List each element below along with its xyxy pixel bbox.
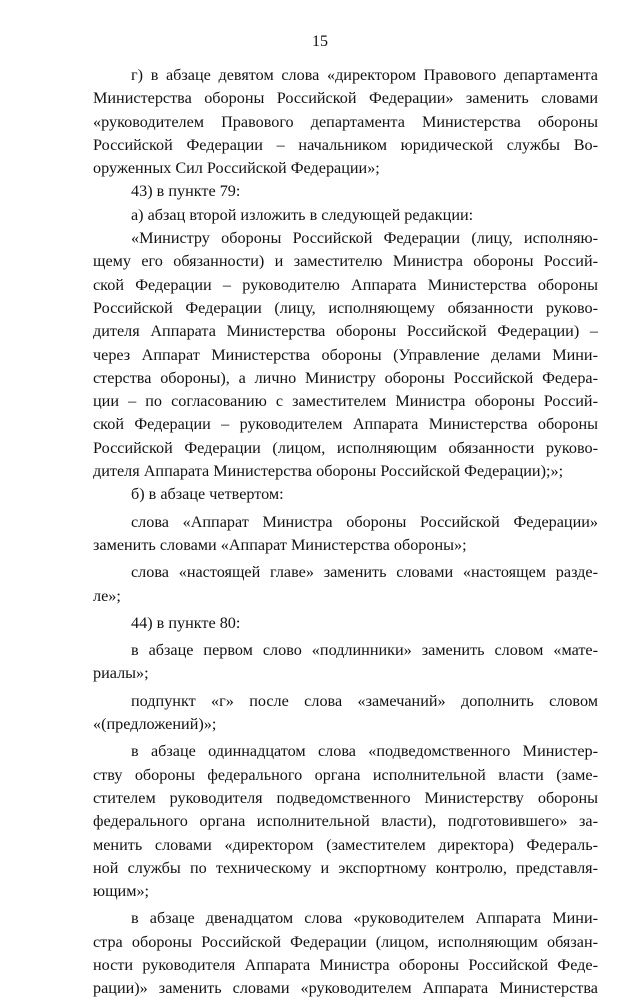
text-line: Российской Федерации (лицу, исполняющему обязанности руково- <box>93 298 598 317</box>
paragraph-point-44 <box>93 612 598 635</box>
text-line: а) абзац второй изложить в следующей редакции: <box>131 205 474 224</box>
text-line: рации)» заменить словами «руководителем Аппарата Министерства <box>93 979 598 998</box>
paragraph-subitem-g <box>93 690 598 737</box>
text-line: Российской Федерации – начальником юридической службы Во- <box>93 135 598 154</box>
paragraph-replace-chapter <box>93 561 598 608</box>
text-line: федерального органа исполнительной власти), подготовившего» за- <box>93 812 598 831</box>
text-line: ющим»; <box>93 882 150 901</box>
document-body <box>93 64 598 1001</box>
text-line: стителем руководителя подведомственного Министерству обороны <box>93 788 598 807</box>
paragraph-twelfth-abzac <box>93 907 598 1000</box>
text-line: стра обороны Российской Федерации (лицом, исполняющим обязан- <box>93 932 598 951</box>
page-number: 15 <box>312 33 328 50</box>
text-line: ции – по согласованию с заместителем Министра обороны Россий- <box>93 392 598 411</box>
paragraph-point-43 <box>93 180 598 203</box>
paragraph-item-a <box>93 204 598 227</box>
paragraph-item-g <box>93 64 598 180</box>
text-line: ности руководителя Аппарата Министра обороны Российской Феде- <box>93 955 598 974</box>
text-line: «Министру обороны Российской Федерации (лицу, исполняю- <box>131 229 598 248</box>
paragraph-first-abzac <box>93 639 598 686</box>
text-line: подпункт «г» после слова «замечаний» дополнить словом <box>131 691 598 710</box>
text-line: г) в абзаце девятом слова «директором Правового департамента <box>131 66 598 84</box>
text-line: Министерства обороны Российской Федерации» заменить словами <box>93 89 598 108</box>
text-line: ской Федерации – руководителем Аппарата Министерства обороны <box>93 415 598 434</box>
text-line: менить словами «директором (заместителем директора) Федераль- <box>93 835 598 854</box>
text-line: б) в абзаце четвертом: <box>131 485 284 504</box>
text-line: заменить словами «Аппарат Министерства обороны»; <box>93 535 467 554</box>
paragraph-eleventh-abzac <box>93 740 598 903</box>
text-line: Российской Федерации (лицом, исполняющим обязанности руково- <box>93 438 598 457</box>
paragraph-item-b <box>93 483 598 506</box>
text-line: в абзаце двенадцатом слова «руководителем Аппарата Мини- <box>131 909 598 928</box>
text-line: стерства обороны), а лично Министру обороны Российской Федера- <box>93 368 598 387</box>
text-line: через Аппарат Министерства обороны (Управление делами Мини- <box>93 345 598 364</box>
text-line: ской Федерации – руководителю Аппарата Министерства обороны <box>93 275 598 294</box>
text-line: в абзаце одиннадцатом слова «подведомственного Министер- <box>131 742 598 761</box>
text-line: ству обороны федерального органа исполнительной власти (заме- <box>93 765 598 784</box>
text-line: дителя Аппарата Министерства обороны Российской Федерации) – <box>93 322 598 341</box>
text-line: «руководителем Правового департамента Министерства обороны <box>93 112 598 131</box>
text-line: риалы»; <box>93 664 149 683</box>
paragraph-replace-apparatus <box>93 511 598 558</box>
text-line: в абзаце первом слово «подлинники» заменить словом «мате- <box>131 641 598 660</box>
text-line: слова «Аппарат Министра обороны Российской Федерации» <box>131 512 598 531</box>
text-line: ле»; <box>93 586 121 605</box>
text-line: ной службы по техническому и экспортному контролю, представля- <box>93 858 598 877</box>
text-line: «(предложений)»; <box>93 715 217 734</box>
text-line: слова «настоящей главе» заменить словами «настоящем разде- <box>131 563 598 582</box>
text-line: щему его обязанности) и заместителю Министра обороны Россий- <box>93 252 598 271</box>
text-line: оруженных Сил Российской Федерации»; <box>93 159 380 178</box>
text-line: 43) в пункте 79: <box>131 182 241 201</box>
paragraph-quoted-text <box>93 227 598 483</box>
text-line: 44) в пункте 80: <box>131 613 241 632</box>
text-line: дителя Аппарата Министерства обороны Российской Федерации);»; <box>93 462 564 481</box>
